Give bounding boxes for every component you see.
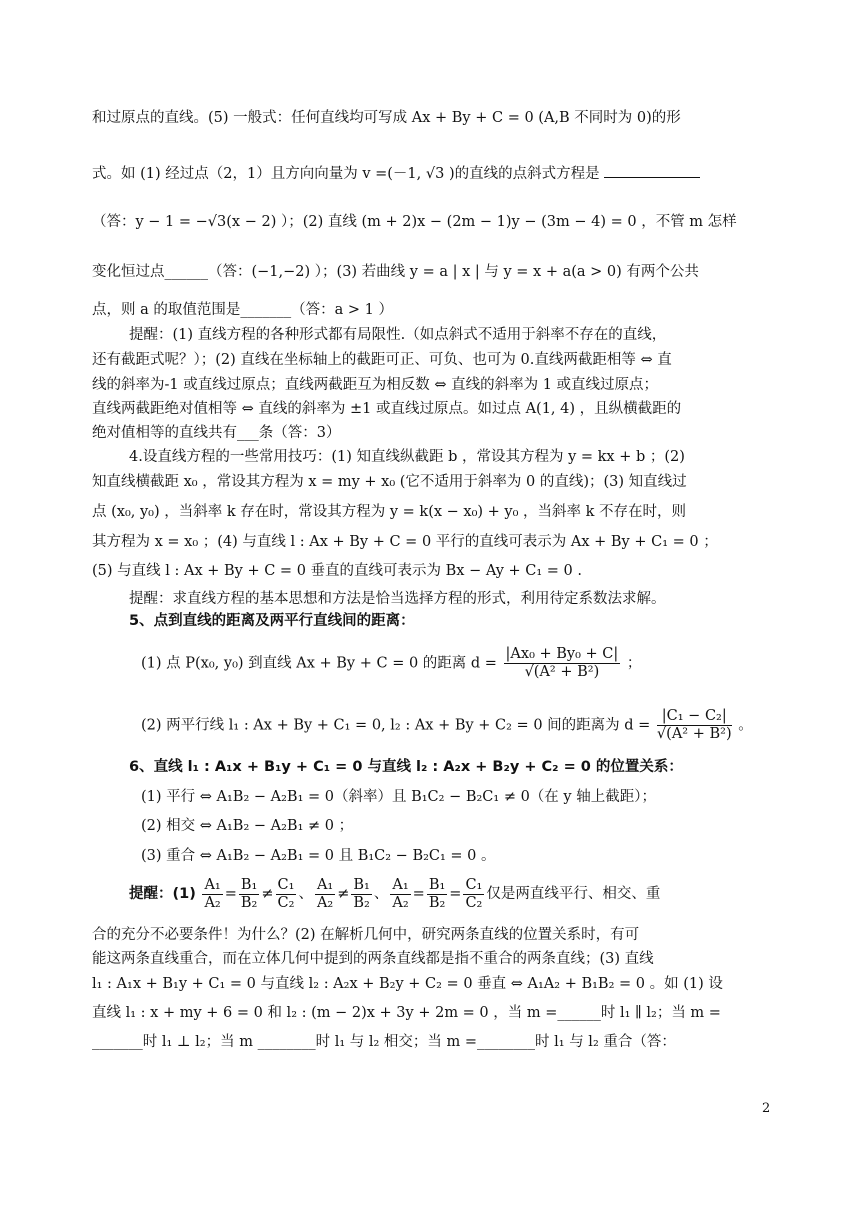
distance-fraction — [657, 708, 732, 743]
fraction-denominator: A₂ — [392, 894, 409, 911]
text-line: (2) 相交 ⇔ A₁B₂ − A₂B₁ ≠ 0 ； — [141, 818, 354, 834]
fraction-numerator: B₁ — [240, 876, 258, 893]
fraction-numerator: B₁ — [428, 876, 446, 893]
text-line: (5) 与直线 l : Ax + By + C = 0 垂直的直线可表示为 Bx − Ay + C₁ = 0 . — [92, 563, 582, 579]
fraction-denominator: B₂ — [353, 894, 370, 911]
fraction-denominator: C₂ — [277, 894, 295, 911]
ratio-fraction — [427, 877, 447, 912]
text-line: l₁ : A₁x + B₁y + C₁ = 0 与直线 l₂ : A₂x + B₂y + C₂ = 0 垂直 ⇔ A₁A₂ + B₁B₂ = 0 。如 (1) 设 — [92, 976, 723, 992]
text-line: 绝对值相等的直线共有___条（答：3） — [92, 425, 341, 441]
ratio-fraction — [351, 877, 371, 912]
ratio-fraction — [463, 877, 484, 912]
section-heading-6: 6、直线 l₁ : A₁x + B₁y + C₁ = 0 与直线 l₂ : A₂x + B₂y + C₂ = 0 的位置关系： — [129, 759, 683, 775]
section-heading-5: 5、点到直线的距离及两平行直线间的距离： — [129, 613, 415, 629]
fraction-numerator: |C₁ − C₂| — [657, 708, 732, 726]
tip-label: 提醒：(1) — [129, 886, 196, 902]
separator: 、 — [373, 886, 389, 902]
fraction-denominator: A₂ — [316, 894, 334, 911]
fraction-numerator: C₁ — [465, 876, 483, 893]
ratio-fraction — [202, 877, 222, 912]
text-segment: 。 — [738, 717, 753, 734]
text-line: 和过原点的直线。(5) 一般式：任何直线均可写成 Ax + By + C = 0 (A,B 不同时为 0)的形 — [92, 110, 681, 126]
fraction-denominator: B₂ — [428, 894, 446, 911]
fraction-numerator: B₁ — [353, 876, 370, 893]
distance-fraction — [504, 646, 621, 681]
section-heading-4: 4.设直线方程的一些常用技巧：(1) 知直线纵截距 b ，常设其方程为 y = kx + b ；(2) — [129, 449, 685, 465]
ratio-line: 提醒：(1) $\frac{\text{A₁}}{\text{A₂}}$ = $\frac{\text{B₁}}{\text{B₂}}$ ≠ $\frac{\text{C₁}}{\text{C₂}}$ 、 $\frac{\text{A₁}}{\text{A₂}}$ ≠ $\frac{\text{B₁}}{\text{B₂}}$ 、 $\frac{\text{A₁}}{\text{A₂}}$ = $\frac{\text{B₁}}{\text{B₂}}$ = $\frac{\text{C₁}}{\text{C₂}}$ 仅是两直线平行、相交、重 — [129, 876, 661, 911]
tip-line: 提醒：(1) 直线方程的各种形式都有局限性.（如点斜式不适用于斜率不存在的直线， — [129, 327, 667, 343]
ratio-fraction — [276, 877, 297, 912]
fraction-numerator: |Ax₀ + By₀ + C| — [505, 646, 619, 662]
text-line: 点 (x₀, y₀) ，当斜率 k 存在时，常设其方程为 y = k(x − x₀) + y₀ ，当斜率 k 不存在时，则 — [92, 504, 687, 520]
text-line: 能这两条直线重合，而在立体几何中提到的两条直线都是指不重合的两条直线；(3) 直线 — [92, 951, 654, 967]
answer-blank — [604, 163, 700, 178]
fraction-denominator: √(A² + B²) — [656, 726, 732, 742]
formula-line — [141, 646, 768, 681]
separator: 、 — [298, 886, 313, 902]
fraction-denominator: A₂ — [204, 894, 221, 911]
text-line: 其方程为 x = x₀ ；(4) 与直线 l : Ax + By + C = 0 平行的直线可表示为 Ax + By + C₁ = 0 ； — [92, 534, 718, 550]
fraction-numerator: C₁ — [277, 876, 295, 893]
text-segment: 仅是两直线平行、相交、重 — [486, 886, 661, 902]
ratio-fraction — [390, 877, 410, 912]
text-line: 还有截距式呢？）；(2) 直线在坐标轴上的截距可正、可负、也可为 0.直线两截距相等 ⇔ 直 — [92, 352, 672, 368]
page-number: 2 — [762, 1101, 771, 1116]
text-line: 合的充分不必要条件！为什么？(2) 在解析几何中，研究两条直线的位置关系时，有可 — [92, 927, 640, 943]
text-line — [92, 163, 768, 184]
text-line: （答：y − 1 = −√3(x − 2) ）；(2) 直线 (m + 2)x − (2m − 1)y − (3m − 4) = 0 ，不管 m 怎样 — [92, 214, 737, 230]
ratio-fraction — [315, 877, 335, 912]
text-segment: (2) 两平行线 l₁ : Ax + By + C₁ = 0, l₂ : Ax + By + C₂ = 0 间的距离为 d = — [141, 717, 651, 734]
text-line: 变化恒过点______（答：(−1,−2) ）；(3) 若曲线 y = a | x | 与 y = x + a(a > 0) 有两个公共 — [92, 264, 699, 280]
text-line: _______时 l₁ ⊥ l₂；当 m ________时 l₁ 与 l₂ 相交；当 m =________时 l₁ 与 l₂ 重合（答： — [92, 1034, 676, 1050]
text-segment: ； — [626, 655, 642, 672]
ratio-fraction — [239, 877, 259, 912]
text-line: 点，则 a 的取值范围是_______（答：a > 1 ） — [92, 302, 393, 318]
text-line: 线的斜率为-1 或直线过原点；直线两截距互为相反数 ⇔ 直线的斜率为 1 或直线过原点； — [92, 377, 659, 393]
text-line: 直线两截距绝对值相等 ⇔ 直线的斜率为 ±1 或直线过原点。如过点 A(1, 4) ，且纵横截距的 — [92, 401, 682, 417]
tip-line: 提醒：求直线方程的基本思想和方法是恰当选择方程的形式，利用待定系数法求解。 — [129, 591, 666, 607]
text-line: 直线 l₁ : x + my + 6 = 0 和 l₂ : (m − 2)x + 3y + 2m = 0 ，当 m =______时 l₁ ∥ l₂；当 m = — [92, 1005, 721, 1021]
fraction-denominator: √(A² + B²) — [524, 664, 600, 680]
fraction-numerator: A₁ — [204, 876, 221, 893]
fraction-numerator: A₁ — [316, 876, 334, 893]
formula-line — [141, 708, 768, 743]
text-segment: (1) 点 P(x₀, y₀) 到直线 Ax + By + C = 0 的距离 d = — [141, 655, 497, 672]
fraction-denominator: C₂ — [465, 894, 483, 911]
text-line: (3) 重合 ⇔ A₁B₂ − A₂B₁ = 0 且 B₁C₂ − B₂C₁ = 0 。 — [141, 848, 496, 864]
text-segment: 式。如 (1) 经过点（2，1）且方向向量为 v =(－1, √3 )的直线的点斜式方程是 — [92, 166, 600, 182]
fraction-numerator: A₁ — [392, 876, 409, 893]
text-line: (1) 平行 ⇔ A₁B₂ − A₂B₁ = 0（斜率）且 B₁C₂ − B₂C₁ ≠ 0（在 y 轴上截距）； — [141, 789, 656, 805]
text-line: 知直线横截距 x₀ ，常设其方程为 x = my + x₀ (它不适用于斜率为 0 的直线)；(3) 知直线过 — [92, 474, 687, 490]
fraction-denominator: B₂ — [240, 894, 258, 911]
